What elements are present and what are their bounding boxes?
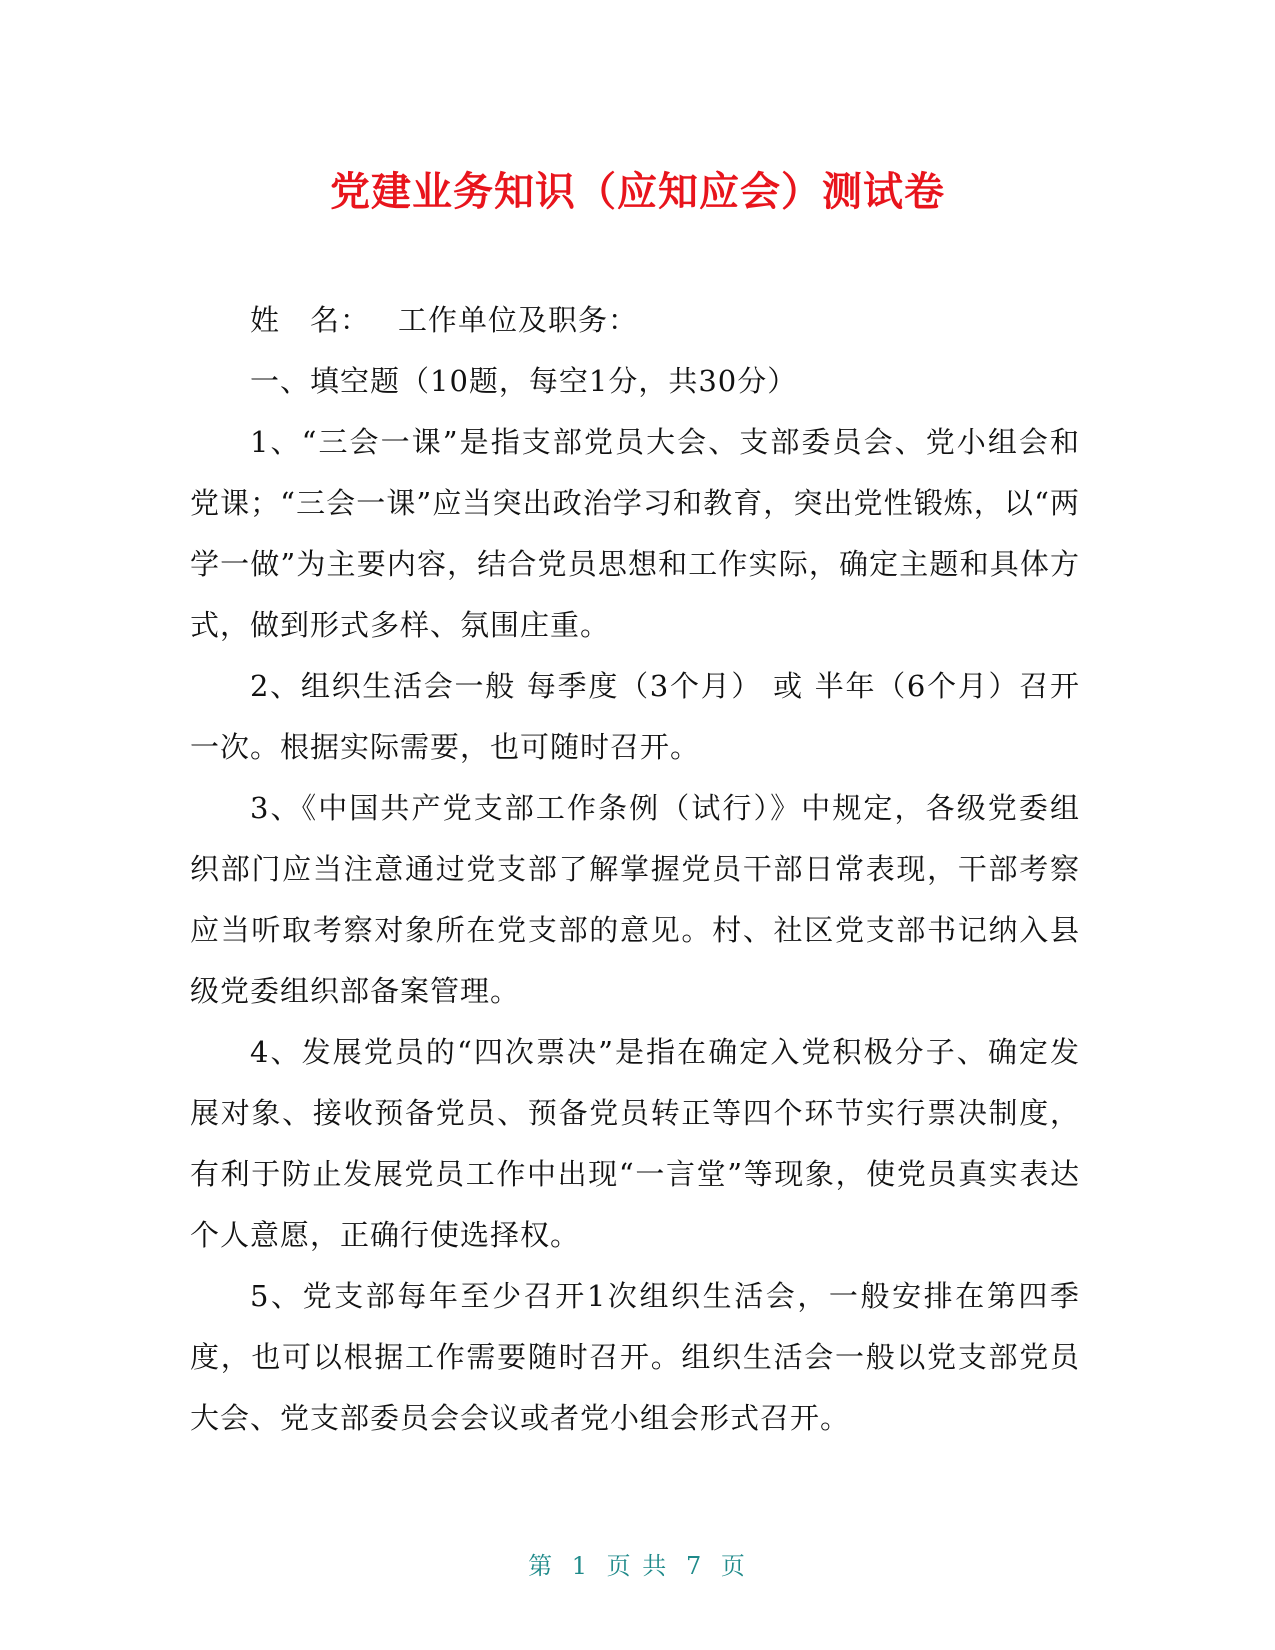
question-2: 2、组织生活会一般 每季度（3个月） 或 半年（6个月）召开一次。根据实际需要，也可随时召开。	[190, 669, 1080, 764]
footer-page-total: 7	[685, 1552, 704, 1580]
document-title: 党建业务知识（应知应会）测试卷	[330, 169, 945, 215]
page-footer	[0, 1546, 1275, 1581]
question-1: 1、“三会一课”是指支部党员大会、支部委员会、党小组会和党课；“三会一课”应当突出政治学习和教育，突出党性锻炼，以“两学一做”为主要内容，结合党员思想和工作实际，确定主题和具体方式，做到形式多样、氛围庄重。	[190, 425, 1080, 642]
footer-mid: 页 共	[606, 1552, 669, 1580]
document-body	[190, 290, 1080, 1449]
footer-page-number: 1	[571, 1552, 590, 1580]
footer-prefix: 第	[528, 1552, 555, 1580]
section-heading: 一、填空题（10题，每空1分，共30分）	[250, 364, 798, 398]
unit-label: 工作单位及职务：	[398, 303, 639, 337]
question-3: 3、《中国共产党支部工作条例（试行）》中规定，各级党委组织部门应当注意通过党支部了解掌握党员干部日常表现，干部考察应当听取考察对象所在党支部的意见。村、社区党支部书记纳入县级党委组织部备案管理。	[190, 791, 1080, 1008]
name-label: 姓 名：	[250, 303, 371, 337]
footer-suffix: 页	[720, 1552, 747, 1580]
question-4: 4、发展党员的“四次票决”是指在确定入党积极分子、确定发展对象、接收预备党员、预备党员转正等四个环节实行票决制度，有利于防止发展党员工作中出现“一言堂”等现象，使党员真实表达个人意愿，正确行使选择权。	[190, 1035, 1080, 1252]
info-line	[190, 290, 1080, 351]
question-5: 5、党支部每年至少召开1次组织生活会，一般安排在第四季度，也可以根据工作需要随时召开。组织生活会一般以党支部党员大会、党支部委员会会议或者党小组会形式召开。	[190, 1279, 1080, 1435]
